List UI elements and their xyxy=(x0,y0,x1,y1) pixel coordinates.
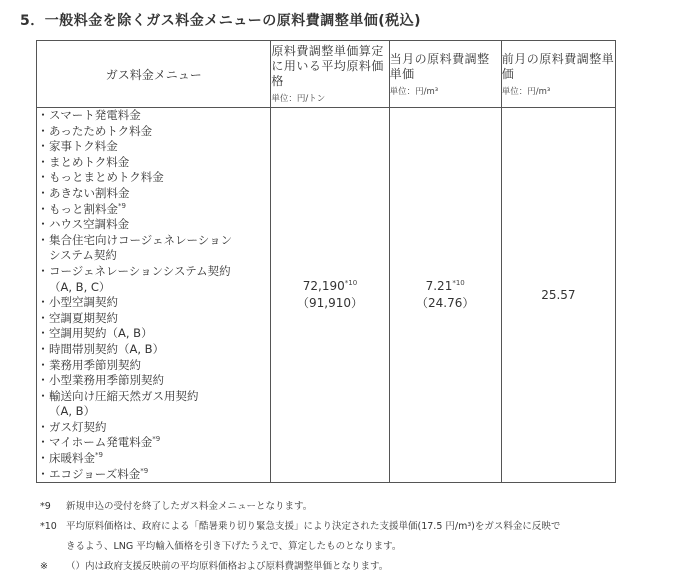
bullet: ・ xyxy=(37,419,49,434)
footnotes xyxy=(40,497,560,577)
menu-item-continuation: システム契約 xyxy=(49,248,117,263)
avg-price-note: *10 xyxy=(344,279,358,288)
menu-item xyxy=(37,373,270,389)
menu-item-label: ガス灯契約 xyxy=(49,419,107,434)
header-avg-price xyxy=(271,41,389,108)
menu-item xyxy=(37,311,270,327)
bullet: ・ xyxy=(37,263,49,278)
menu-item-label: 空調用契約（A, B） xyxy=(49,326,153,341)
bullet: ・ xyxy=(37,388,49,403)
bullet: ・ xyxy=(37,123,49,138)
footnote xyxy=(40,557,560,577)
menu-item-note: *9 xyxy=(140,466,149,475)
header-avg-price-label: 原料費調整単価算定に用いる平均原料価格 xyxy=(271,44,384,88)
bullet: ・ xyxy=(37,357,49,372)
menu-item-label: あきない割料金 xyxy=(49,185,130,200)
bullet: ・ xyxy=(37,435,49,450)
footnote-text: （）内は政府支援反映前の平均原料価格および原料費調整単価となります。 xyxy=(66,561,389,572)
menu-item xyxy=(37,233,270,249)
menu-item-label: 業務用季節別契約 xyxy=(49,357,141,372)
menu-item-continuation: （A, B） xyxy=(49,404,96,419)
menu-item-label: コージェネレーションシステム契約 xyxy=(49,263,231,278)
bullet: ・ xyxy=(37,185,49,200)
menu-item xyxy=(37,358,270,374)
menu-item xyxy=(37,326,270,342)
footnote-continuation: きるよう、LNG 平均輸入価格を引き下げたうえで、算定したものとなります。 xyxy=(66,541,402,552)
bullet: ・ xyxy=(37,170,49,185)
menu-item-label: 家事トク料金 xyxy=(49,139,118,154)
menu-item xyxy=(37,170,270,186)
menu-item-label: 時間帯別契約（A, B） xyxy=(49,341,165,356)
menu-item xyxy=(37,186,270,202)
menu-item xyxy=(37,264,270,280)
bullet: ・ xyxy=(37,295,49,310)
menu-item xyxy=(37,139,270,155)
menu-item xyxy=(37,155,270,171)
footnote-mark: *10 xyxy=(40,521,57,532)
menu-item-label: エコジョーズ料金 xyxy=(49,466,141,481)
table-body-row xyxy=(37,108,616,483)
menu-item-label: もっと割料金 xyxy=(49,201,118,216)
current-rate-pre-support: （24.76） xyxy=(416,296,475,311)
menu-item-continuation: （A, B, C） xyxy=(49,279,111,294)
current-rate-cell xyxy=(389,108,501,483)
footnote-mark: *9 xyxy=(40,501,51,512)
menu-item-label: マイホーム発電料金 xyxy=(49,435,153,450)
rate-table xyxy=(36,40,616,483)
menu-item-label: あったためトク料金 xyxy=(49,123,153,138)
avg-price-cell xyxy=(271,108,389,483)
menu-list xyxy=(37,108,270,482)
avg-price-pre-support: （91,910） xyxy=(296,296,363,311)
footnote-text: 新規申込の受付を終了したガス料金メニューとなります。 xyxy=(66,501,313,512)
menu-item xyxy=(37,435,270,451)
footnote xyxy=(40,517,560,537)
menu-item xyxy=(37,124,270,140)
header-current-unit: 単位：円/m³ xyxy=(389,86,439,97)
section-heading: 5．一般料金を除くガス料金メニューの原料費調整単価(税込) xyxy=(20,13,422,29)
menu-item xyxy=(37,467,270,483)
menu-item-label: 床暖料金 xyxy=(49,451,95,466)
menu-item xyxy=(37,108,270,124)
menu-item-label: 輸送向け圧縮天然ガス用契約 xyxy=(49,388,199,403)
header-current-label: 当月の原料費調整単価 xyxy=(389,51,490,81)
current-rate-value: 7.21$^{*10}$ xyxy=(425,279,465,294)
menu-item xyxy=(37,217,270,233)
menu-item xyxy=(37,342,270,358)
footnote xyxy=(40,497,560,517)
menu-item xyxy=(37,202,270,218)
menu-item-label: まとめトク料金 xyxy=(49,154,130,169)
menu-item-label: ハウス空調料金 xyxy=(49,217,130,232)
header-previous-label: 前月の原料費調整単価 xyxy=(501,51,615,81)
bullet: ・ xyxy=(37,139,49,154)
header-menu: ガス料金メニュー xyxy=(37,41,271,108)
bullet: ・ xyxy=(37,451,49,466)
bullet: ・ xyxy=(37,466,49,481)
menu-item xyxy=(37,420,270,436)
menu-item-label: 小型業務用季節別契約 xyxy=(49,373,164,388)
header-previous xyxy=(501,41,615,108)
previous-rate-value: 25.57 xyxy=(541,287,576,302)
previous-rate-cell xyxy=(501,108,615,483)
current-rate-note: *10 xyxy=(452,279,465,288)
menu-item-note: *9 xyxy=(95,451,103,460)
bullet: ・ xyxy=(37,341,49,356)
menu-item-label: 集合住宅向けコージェネレーション xyxy=(49,232,233,247)
table-header-row xyxy=(37,41,616,108)
menu-list-cell xyxy=(37,108,271,483)
bullet: ・ xyxy=(37,217,49,232)
menu-item-note: *9 xyxy=(118,201,126,210)
menu-item xyxy=(37,295,270,311)
bullet: ・ xyxy=(37,373,49,388)
bullet: ・ xyxy=(37,326,49,341)
footnote-text: 平均原料価格は、政府による「酷暑乗り切り緊急支援」により決定された支援単価(17.5 円/m³)をガス料金に反映で xyxy=(66,521,561,532)
menu-item xyxy=(37,451,270,467)
avg-price-value: 72,190$^{*10}$ xyxy=(302,279,358,294)
bullet: ・ xyxy=(37,154,49,169)
menu-item-label: もっとまとめトク料金 xyxy=(49,170,164,185)
bullet: ・ xyxy=(37,108,49,122)
menu-item-label: 小型空調契約 xyxy=(49,295,118,310)
header-previous-unit: 単位：円/m³ xyxy=(501,86,551,97)
menu-item-label: スマート発電料金 xyxy=(49,108,141,122)
bullet: ・ xyxy=(37,310,49,325)
bullet: ・ xyxy=(37,201,49,216)
header-current xyxy=(389,41,501,108)
menu-item xyxy=(37,389,270,405)
bullet: ・ xyxy=(37,232,49,247)
menu-item-note: *9 xyxy=(152,435,161,444)
menu-item-label: 空調夏期契約 xyxy=(49,310,118,325)
header-avg-price-unit: 単位：円/トン xyxy=(271,94,326,104)
footnote-mark: ※ xyxy=(40,561,48,572)
